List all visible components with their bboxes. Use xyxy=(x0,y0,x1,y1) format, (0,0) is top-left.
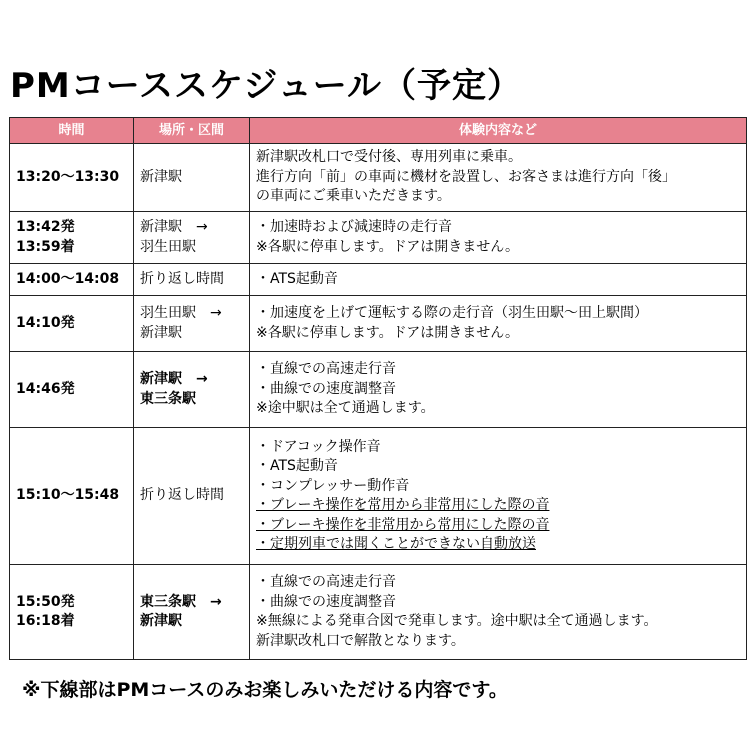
content-line xyxy=(256,304,740,324)
content-line xyxy=(256,535,740,555)
time-text: 13:20〜13:30 xyxy=(16,168,120,185)
time-cell xyxy=(10,565,134,660)
place-text: 新津駅 → xyxy=(140,219,208,235)
place-cell xyxy=(134,144,250,212)
time-text: 16:18着 xyxy=(16,613,75,629)
footnote: ※下線部はPMコースのみお楽しみいただける内容です。 xyxy=(22,679,508,701)
content-text: ・ドアコック操作音 xyxy=(256,438,381,455)
place-cell xyxy=(134,264,250,296)
content-text: ・直線での高速走行音 xyxy=(256,361,396,378)
content-text: ・ATS起動音 xyxy=(256,270,338,287)
content-line xyxy=(256,218,740,238)
table-row xyxy=(10,565,747,660)
content-cell xyxy=(250,212,747,264)
time-text: 14:10発 xyxy=(16,314,75,331)
underlined-text: ・定期列車では聞くことができない自動放送 xyxy=(256,536,536,552)
time-text: 14:46発 xyxy=(16,380,75,397)
schedule-table xyxy=(9,117,747,660)
content-line xyxy=(256,457,740,477)
header-time: 時間 xyxy=(10,118,134,144)
table-header-row xyxy=(10,118,747,144)
underlined-text: ・ブレーキ操作を非常用から常用にした際の音 xyxy=(256,516,550,533)
content-line xyxy=(256,168,740,188)
place-text: 折り返し時間 xyxy=(140,270,224,287)
place-text: 新津駅 xyxy=(140,324,182,341)
place-cell xyxy=(134,296,250,352)
table-row xyxy=(10,264,747,296)
place-cell xyxy=(134,352,250,428)
content-line xyxy=(256,148,740,168)
time-cell xyxy=(10,428,134,565)
content-line xyxy=(256,238,740,258)
content-line xyxy=(256,270,740,290)
place-cell xyxy=(134,565,250,660)
table-row xyxy=(10,212,747,264)
content-cell xyxy=(250,264,747,296)
content-cell xyxy=(250,296,747,352)
content-line xyxy=(256,573,740,593)
table-row xyxy=(10,296,747,352)
content-line xyxy=(256,380,740,400)
underlined-text: ・ブレーキ操作を常用から非常用にした際の音 xyxy=(256,497,550,513)
header-place: 場所・区間 xyxy=(134,118,250,144)
table-row xyxy=(10,144,747,212)
content-line xyxy=(256,593,740,613)
content-line xyxy=(256,496,740,516)
content-line xyxy=(256,632,740,652)
time-cell xyxy=(10,264,134,296)
place-text: 東三条駅 → xyxy=(140,593,222,610)
place-cell xyxy=(134,428,250,565)
place-text: 折り返し時間 xyxy=(140,487,224,504)
content-text: ・加速度を上げて運転する際の走行音（羽生田駅〜田上駅間） xyxy=(256,305,648,321)
time-text: 15:10〜15:48 xyxy=(16,487,120,504)
content-line xyxy=(256,399,740,419)
place-text: 羽生田駅 xyxy=(140,238,196,255)
content-text: ※各駅に停車します。ドアは開きません。 xyxy=(256,238,520,255)
content-cell xyxy=(250,565,747,660)
content-text: ・曲線での速度調整音 xyxy=(256,380,396,397)
place-cell xyxy=(134,212,250,264)
place-text: 新津駅 xyxy=(140,613,182,629)
time-cell xyxy=(10,352,134,428)
table-row xyxy=(10,352,747,428)
content-line xyxy=(256,187,740,207)
place-text: 新津駅 xyxy=(140,168,182,185)
content-cell xyxy=(250,144,747,212)
place-text: 新津駅 → xyxy=(140,371,208,387)
content-text: ・コンプレッサー動作音 xyxy=(256,477,410,494)
table-row xyxy=(10,428,747,565)
content-line xyxy=(256,516,740,536)
place-text: 羽生田駅 → xyxy=(140,305,222,321)
content-line xyxy=(256,612,740,632)
time-cell xyxy=(10,296,134,352)
content-text: ※各駅に停車します。ドアは開きません。 xyxy=(256,324,520,341)
content-text: の車両にご乗車いただきます。 xyxy=(256,188,451,205)
page-title: PMコーススケジュール（予定） xyxy=(10,66,523,106)
content-cell xyxy=(250,352,747,428)
content-line xyxy=(256,360,740,380)
time-text: 13:42発 xyxy=(16,219,75,235)
time-cell xyxy=(10,144,134,212)
content-text: ※無線による発車合図で発車します。途中駅は全て通過します。 xyxy=(256,613,658,629)
time-cell xyxy=(10,212,134,264)
content-text: ・ATS起動音 xyxy=(256,458,338,474)
header-content: 体験内容など xyxy=(250,118,747,144)
content-line xyxy=(256,324,740,344)
content-line xyxy=(256,438,740,458)
content-text: ・曲線での速度調整音 xyxy=(256,593,396,610)
content-text: 新津駅改札口で受付後、専用列車に乗車。 xyxy=(256,149,522,166)
time-text: 13:59着 xyxy=(16,238,75,255)
content-text: 新津駅改札口で解散となります。 xyxy=(256,632,465,649)
place-text: 東三条駅 xyxy=(140,390,196,407)
time-text: 14:00〜14:08 xyxy=(16,270,120,287)
content-text: ・加速時および減速時の走行音 xyxy=(256,219,452,235)
content-text: 進行方向「前」の車両に機材を設置し、お客さまは進行方向「後」 xyxy=(256,168,676,185)
content-text: ※途中駅は全て通過します。 xyxy=(256,400,435,417)
content-cell xyxy=(250,428,747,565)
content-text: ・直線での高速走行音 xyxy=(256,574,396,590)
time-text: 15:50発 xyxy=(16,593,75,610)
content-line xyxy=(256,477,740,497)
